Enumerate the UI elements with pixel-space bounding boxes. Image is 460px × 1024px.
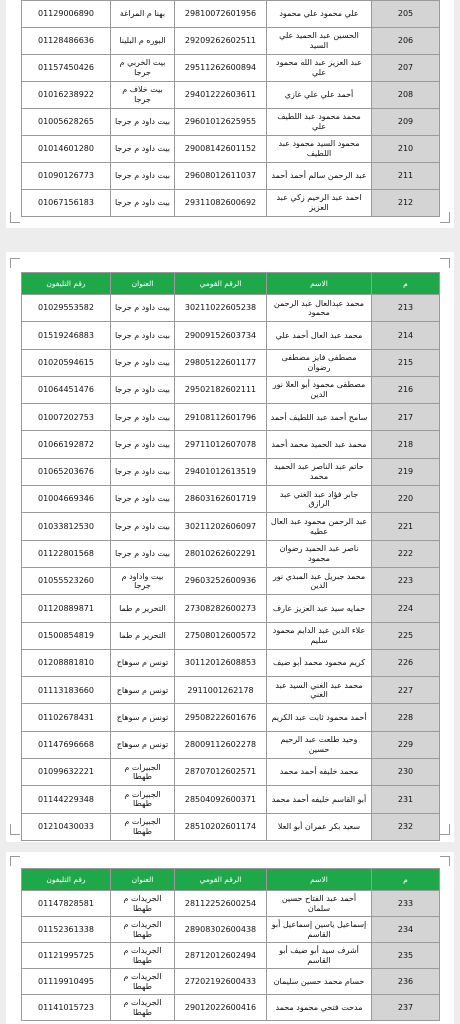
row-number: 233 [372, 891, 440, 917]
phone-number: 01122801568 [22, 540, 111, 567]
address: الجريدات م طهطا [111, 995, 175, 1021]
national-id: 27308282600273 [175, 595, 267, 622]
person-name: سامح أحمد عبد اللطيف أحمد [267, 404, 372, 431]
address: الجريدات م طهطا [111, 969, 175, 995]
national-id: 30211202606097 [175, 513, 267, 540]
national-id: 29401222603611 [175, 82, 267, 109]
phone-number: 01102678431 [22, 704, 111, 731]
records-table-3 [21, 868, 440, 1021]
phone-number: 01016238922 [22, 82, 111, 109]
table-row [22, 82, 440, 109]
person-name: محمد عبدالعال عبد الرحمن محمود [267, 295, 372, 322]
person-name: عبد العزيز عبد الله محمود علي [267, 55, 372, 82]
national-id: 2911001262178 [175, 677, 267, 704]
national-id: 29009152603734 [175, 322, 267, 349]
row-number: 236 [372, 969, 440, 995]
phone-number: 01029553582 [22, 295, 111, 322]
row-number: 209 [372, 109, 440, 136]
table-row [22, 969, 440, 995]
table-row [22, 376, 440, 403]
phone-number: 01141015723 [22, 995, 111, 1021]
page-corner-marks [6, 824, 454, 840]
person-name: حاتم عبد الناصر عبد الحميد محمد [267, 458, 372, 485]
table-row [22, 486, 440, 513]
person-name: جابر فؤاد عبد الغني عبد الرازق [267, 486, 372, 513]
person-name: أحمد علي علي غازي [267, 82, 372, 109]
national-id: 29502182602111 [175, 376, 267, 403]
row-number: 227 [372, 677, 440, 704]
address: الجبيرات م طهطا [111, 786, 175, 813]
table-row [22, 431, 440, 458]
table-row [22, 404, 440, 431]
row-number: 214 [372, 322, 440, 349]
address: بيت داود م جرجا [111, 540, 175, 567]
table-row [22, 55, 440, 82]
address: تونس م سوهاج [111, 704, 175, 731]
row-number: 220 [372, 486, 440, 513]
address: بيت داود م جرجا [111, 163, 175, 190]
document-page-2 [6, 252, 454, 842]
phone-number: 01128486636 [22, 28, 111, 55]
person-name: حسام محمد حسين سليمان [267, 969, 372, 995]
address: بيت داود م جرجا [111, 295, 175, 322]
table-row [22, 891, 440, 917]
address: بيت داود م جرجا [111, 404, 175, 431]
phone-number: 01065203676 [22, 458, 111, 485]
table-row [22, 109, 440, 136]
national-id: 28009112602278 [175, 731, 267, 758]
phone-number: 01020594615 [22, 349, 111, 376]
phone-number: 01113183660 [22, 677, 111, 704]
page-corner-marks [6, 852, 454, 868]
row-number: 215 [372, 349, 440, 376]
address: بيت الخربي م جرجا [111, 55, 175, 82]
table-row [22, 567, 440, 594]
table-row [22, 136, 440, 163]
national-id: 29008142601152 [175, 136, 267, 163]
document-page-3 [6, 852, 454, 1024]
address: التحرير م طما [111, 622, 175, 649]
row-number: 225 [372, 622, 440, 649]
address: بيت داود م جرجا [111, 513, 175, 540]
header-phone: رقم التليفون [22, 273, 111, 295]
row-number: 232 [372, 813, 440, 840]
address: التحرير م طما [111, 595, 175, 622]
row-number: 206 [372, 28, 440, 55]
address: بيت داود م جرجا [111, 349, 175, 376]
row-number: 229 [372, 731, 440, 758]
address: بيت داود م جرجا [111, 376, 175, 403]
address: الجبيرات م طهطا [111, 813, 175, 840]
person-name: مصطفى محمود أبو العلا نور الدين [267, 376, 372, 403]
address: بيت داود م جرجا [111, 431, 175, 458]
table-row [22, 622, 440, 649]
person-name: محمود السيد محمود عبد اللطيف [267, 136, 372, 163]
phone-number: 01120889871 [22, 595, 111, 622]
phone-number: 01119910495 [22, 969, 111, 995]
phone-number: 01090126773 [22, 163, 111, 190]
table-row [22, 28, 440, 55]
person-name: عبد الرحمن محمود عبد العال عطيه [267, 513, 372, 540]
phone-number: 01144229348 [22, 786, 111, 813]
table-row [22, 595, 440, 622]
page-corner-marks [6, 252, 454, 268]
document-page-1 [6, 0, 454, 228]
address: الجبيرات م طهطا [111, 759, 175, 786]
national-id: 28712012602494 [175, 943, 267, 969]
national-id: 29711012607078 [175, 431, 267, 458]
address: بيت داود م جرجا [111, 136, 175, 163]
national-id: 27202192600433 [175, 969, 267, 995]
person-name: علي محمود علي محمود [267, 1, 372, 28]
row-number: 210 [372, 136, 440, 163]
table-row [22, 995, 440, 1021]
address: بيت داود م جرجا [111, 190, 175, 217]
phone-number: 01005628265 [22, 109, 111, 136]
national-id: 29601012625955 [175, 109, 267, 136]
address: بيت داود م جرجا [111, 458, 175, 485]
address: تونس م سوهاج [111, 649, 175, 676]
national-id: 29401012613519 [175, 458, 267, 485]
national-id: 29108112601796 [175, 404, 267, 431]
header-national-id: الرقم القومي [175, 869, 267, 891]
national-id: 29810072601956 [175, 1, 267, 28]
phone-number: 01121995725 [22, 943, 111, 969]
row-number: 224 [372, 595, 440, 622]
row-number: 212 [372, 190, 440, 217]
person-name: إسماعيل ياسين إسماعيل أبو القاسم [267, 917, 372, 943]
address: تونس م سوهاج [111, 677, 175, 704]
records-table-1 [21, 0, 440, 217]
row-number: 221 [372, 513, 440, 540]
header-name: الاسم [267, 273, 372, 295]
address: بيت داود م جرجا [111, 486, 175, 513]
national-id: 29511262600894 [175, 55, 267, 82]
table-row [22, 704, 440, 731]
row-number: 230 [372, 759, 440, 786]
header-num: م [372, 273, 440, 295]
person-name: أحمد محمود ثابت عبد الكريم [267, 704, 372, 731]
phone-number: 01033812530 [22, 513, 111, 540]
page-corner-marks [6, 212, 454, 228]
phone-number: 01500854819 [22, 622, 111, 649]
address: تونس م سوهاج [111, 731, 175, 758]
address: بيت داود م جرجا [111, 322, 175, 349]
row-number: 235 [372, 943, 440, 969]
phone-number: 01129006890 [22, 1, 111, 28]
phone-number: 01004669346 [22, 486, 111, 513]
person-name: محمد جبريل عبد المبدي نور الدين [267, 567, 372, 594]
header-address: العنوان [111, 273, 175, 295]
table-row [22, 1, 440, 28]
person-name: علاء الدين عبد الدايم محمود سليم [267, 622, 372, 649]
person-name: ناصر عبد الحميد رضوان محمود [267, 540, 372, 567]
person-name: الحسين عبد الحميد علي السيد [267, 28, 372, 55]
header-name: الاسم [267, 869, 372, 891]
header-national-id: الرقم القومي [175, 273, 267, 295]
person-name: مصطفى فايز مصطفى رضوان [267, 349, 372, 376]
table-row [22, 163, 440, 190]
phone-number: 01210430033 [22, 813, 111, 840]
national-id: 28504092600371 [175, 786, 267, 813]
phone-number: 01067156183 [22, 190, 111, 217]
header-num: م [372, 869, 440, 891]
row-number: 231 [372, 786, 440, 813]
national-id: 29603252600936 [175, 567, 267, 594]
table-row [22, 349, 440, 376]
table-row [22, 731, 440, 758]
address: بيت واداود م جرجا [111, 567, 175, 594]
person-name: محمد خليفه أحمد محمد [267, 759, 372, 786]
table-row [22, 295, 440, 322]
person-name: أبو القاسم خليفه أحمد محمد [267, 786, 372, 813]
address: بهنا م المراغة [111, 1, 175, 28]
national-id: 28603162601719 [175, 486, 267, 513]
row-number: 213 [372, 295, 440, 322]
address: الجريدات م طهطا [111, 891, 175, 917]
person-name: كريم محمود محمد أبو ضيف [267, 649, 372, 676]
national-id: 29608012611037 [175, 163, 267, 190]
national-id: 28510202601174 [175, 813, 267, 840]
national-id: 28112252600254 [175, 891, 267, 917]
national-id: 29311082600692 [175, 190, 267, 217]
address: بيت داود م جرجا [111, 109, 175, 136]
person-name: أحمد عبد الفتاح حسين سلمان [267, 891, 372, 917]
row-number: 211 [372, 163, 440, 190]
phone-number: 01208881810 [22, 649, 111, 676]
header-address: العنوان [111, 869, 175, 891]
phone-number: 01055523260 [22, 567, 111, 594]
phone-number: 01519246883 [22, 322, 111, 349]
table-row [22, 458, 440, 485]
row-number: 219 [372, 458, 440, 485]
phone-number: 01007202753 [22, 404, 111, 431]
table-row [22, 677, 440, 704]
header-phone: رقم التليفون [22, 869, 111, 891]
row-number: 218 [372, 431, 440, 458]
phone-number: 01157450426 [22, 55, 111, 82]
table-row [22, 540, 440, 567]
person-name: محمد عبد الحميد محمد أحمد [267, 431, 372, 458]
phone-number: 01147696668 [22, 731, 111, 758]
address: الجريدات م طهطا [111, 917, 175, 943]
row-number: 223 [372, 567, 440, 594]
national-id: 30211022605238 [175, 295, 267, 322]
national-id: 28707012602571 [175, 759, 267, 786]
person-name: محمد محمود عبد اللطيف علي [267, 109, 372, 136]
person-name: احمد عبد الرحيم زكي عبد العزيز [267, 190, 372, 217]
row-number: 207 [372, 55, 440, 82]
person-name: محمد عبد الغني السيد عبد الغني [267, 677, 372, 704]
person-name: محمد عبد العال أحمد علي [267, 322, 372, 349]
row-number: 237 [372, 995, 440, 1021]
table-row [22, 513, 440, 540]
phone-number: 01147828581 [22, 891, 111, 917]
phone-number: 01064451476 [22, 376, 111, 403]
national-id: 29012022600416 [175, 995, 267, 1021]
table-row [22, 649, 440, 676]
national-id: 29805122601177 [175, 349, 267, 376]
row-number: 222 [372, 540, 440, 567]
address: بيت خلاف م جرجا [111, 82, 175, 109]
phone-number: 01066192872 [22, 431, 111, 458]
address: البوره م البلينا [111, 28, 175, 55]
national-id: 29508222601676 [175, 704, 267, 731]
person-name: مدحت فتحي محمود محمد [267, 995, 372, 1021]
table-row [22, 786, 440, 813]
national-id: 27508012600572 [175, 622, 267, 649]
table-row [22, 917, 440, 943]
person-name: عبد الرحمن سالم أحمد أحمد [267, 163, 372, 190]
person-name: سعيد بكر عمران أبو العلا [267, 813, 372, 840]
national-id: 29209262602511 [175, 28, 267, 55]
national-id: 30112012608853 [175, 649, 267, 676]
records-table-2 [21, 272, 440, 841]
row-number: 216 [372, 376, 440, 403]
phone-number: 01099632221 [22, 759, 111, 786]
row-number: 228 [372, 704, 440, 731]
table-row [22, 322, 440, 349]
table-row [22, 943, 440, 969]
row-number: 205 [372, 1, 440, 28]
row-number: 234 [372, 917, 440, 943]
table-row [22, 759, 440, 786]
address: الجريدات م طهطا [111, 943, 175, 969]
person-name: حمايه سيد عبد العزيز عارف [267, 595, 372, 622]
phone-number: 01014601280 [22, 136, 111, 163]
row-number: 217 [372, 404, 440, 431]
person-name: أشرف سيد أبو ضيف أبو القاسم [267, 943, 372, 969]
row-number: 208 [372, 82, 440, 109]
person-name: وحيد طلعت عبد الرحيم حسين [267, 731, 372, 758]
phone-number: 01152361338 [22, 917, 111, 943]
row-number: 226 [372, 649, 440, 676]
national-id: 28010262602291 [175, 540, 267, 567]
national-id: 28908302600438 [175, 917, 267, 943]
